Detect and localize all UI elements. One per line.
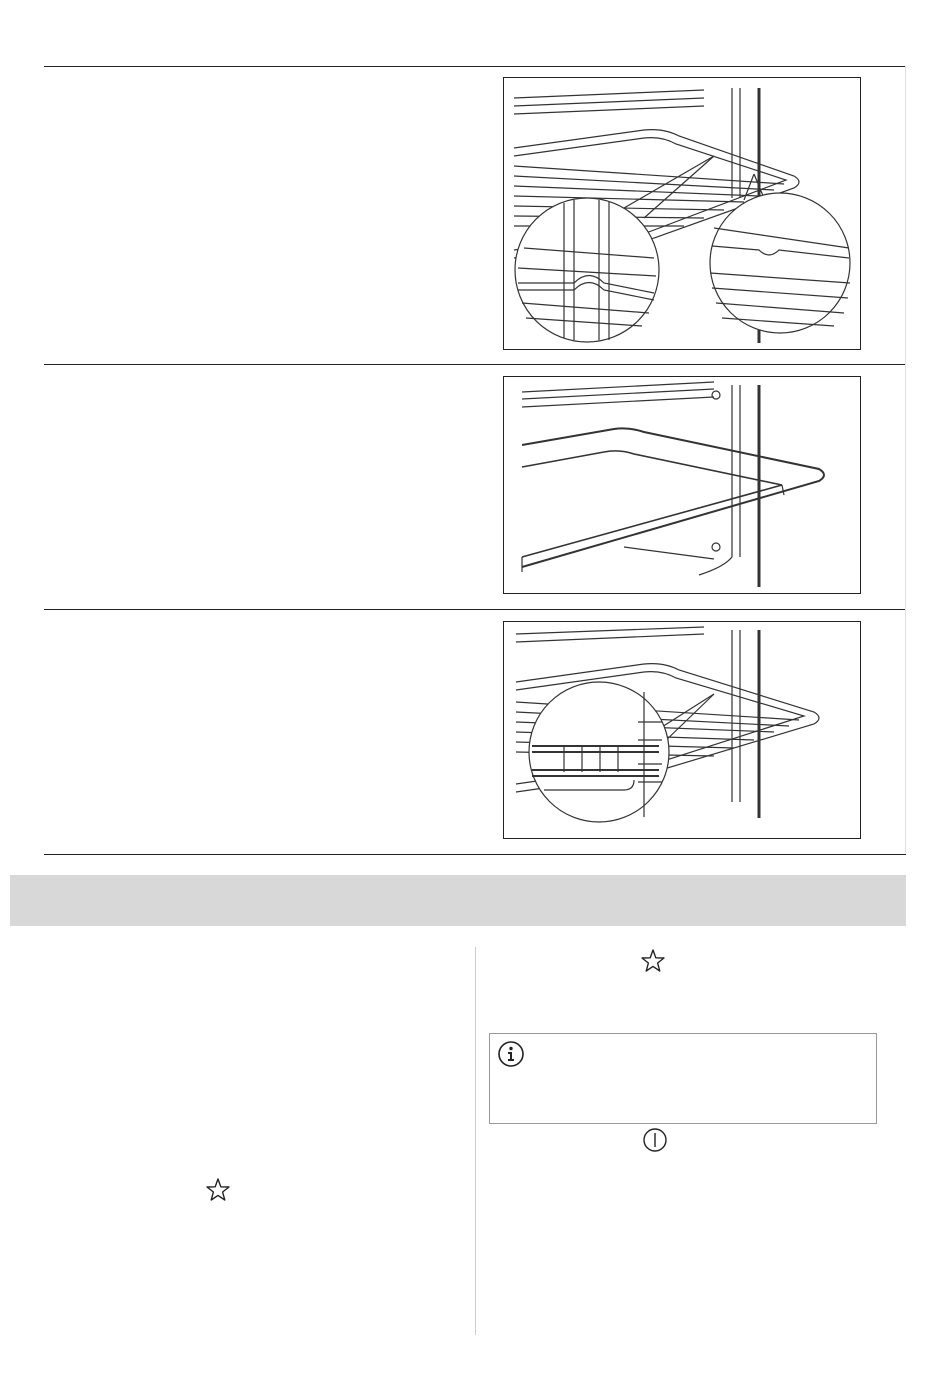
on-off-icon (642, 1127, 668, 1153)
column-divider (475, 947, 476, 1335)
table-right-edge (905, 66, 906, 854)
deep-tray-insert-figure (503, 376, 861, 594)
wire-shelf-illustration (504, 78, 860, 349)
table-rule-2 (44, 364, 906, 365)
shelf-and-tray-illustration (504, 622, 860, 838)
star-icon (205, 1177, 231, 1203)
star-icon (640, 948, 666, 974)
section-header-bar (10, 875, 906, 926)
info-note-box (489, 1033, 877, 1124)
shelf-and-tray-insert-figure (503, 621, 861, 839)
table-rule-bottom (44, 854, 906, 855)
deep-tray-illustration (504, 377, 860, 593)
table-rule-3 (44, 609, 906, 610)
info-icon (497, 1040, 525, 1068)
wire-shelf-insert-figure (503, 77, 861, 350)
table-rule-top (44, 66, 906, 67)
